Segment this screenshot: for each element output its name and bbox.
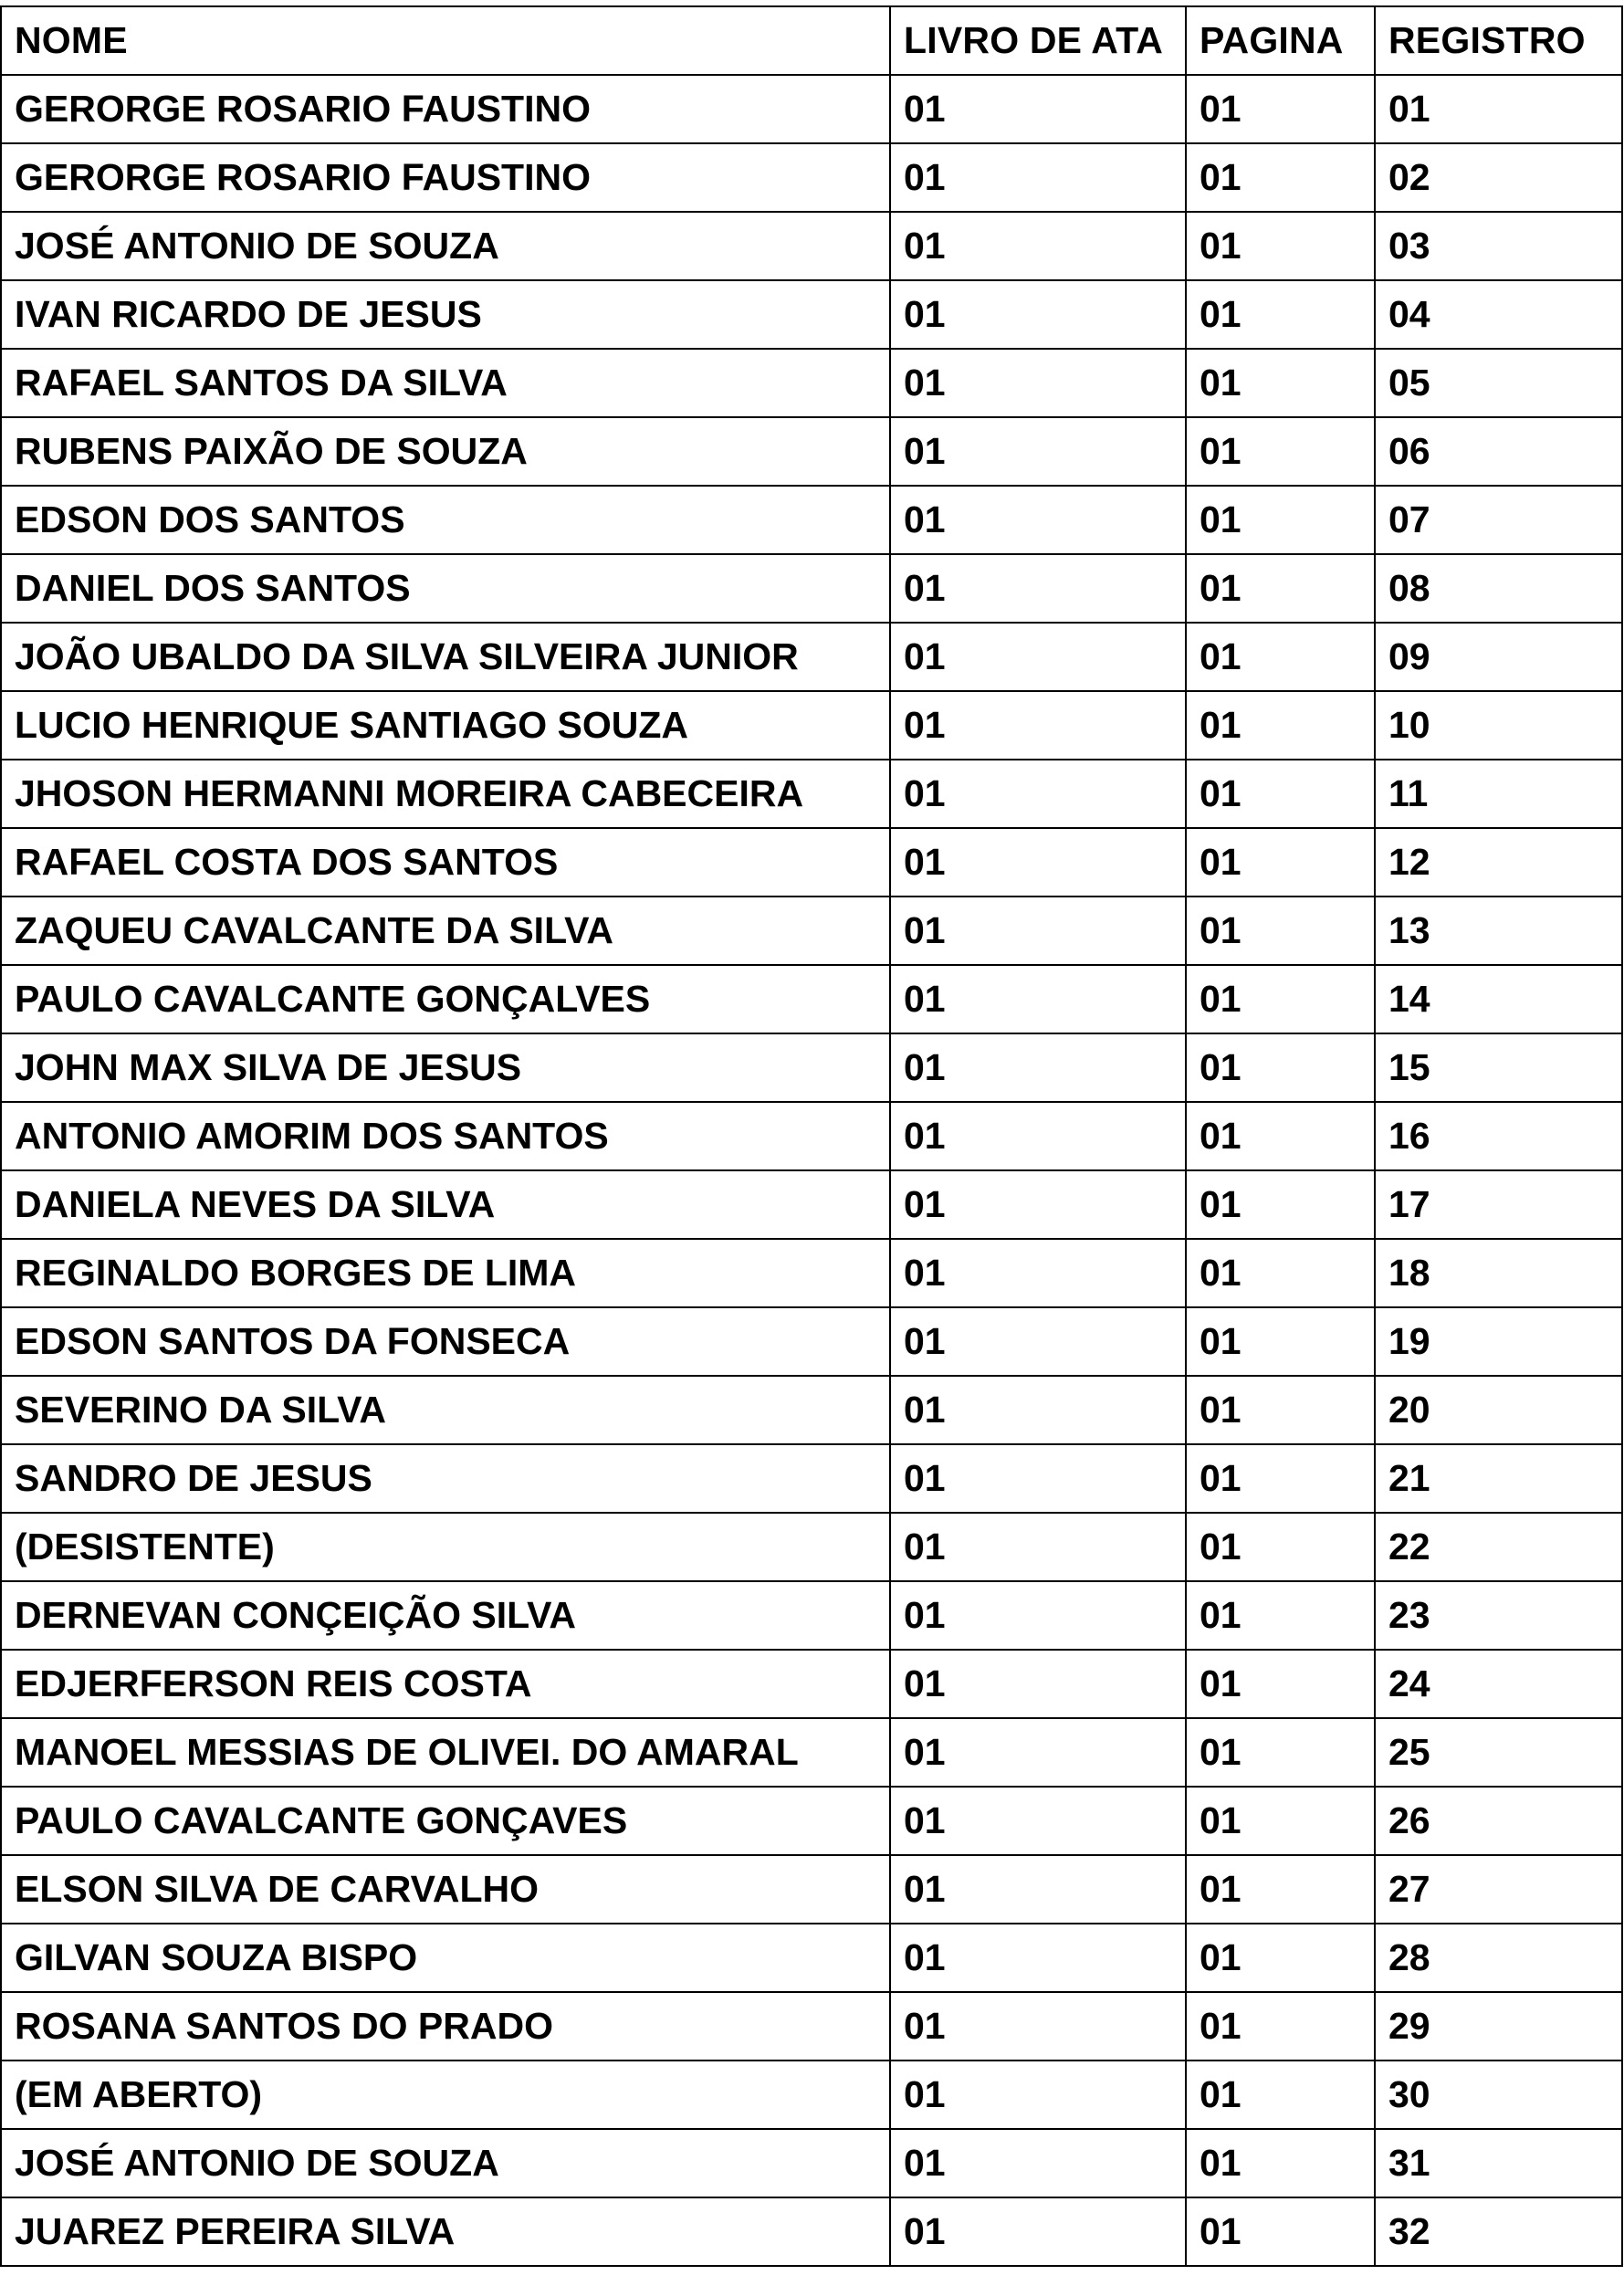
cell-pagina: 01 (1186, 965, 1375, 1033)
cell-nome: RUBENS PAIXÃO DE SOUZA (1, 417, 890, 486)
table-row (1, 1787, 1622, 1855)
cell-nome: ANTONIO AMORIM DOS SANTOS (1, 1102, 890, 1170)
cell-registro: 20 (1375, 1376, 1622, 1444)
cell-livro-de-ata: 01 (890, 2197, 1186, 2266)
cell-registro: 03 (1375, 212, 1622, 280)
cell-nome: JOSÉ ANTONIO DE SOUZA (1, 212, 890, 280)
table-row (1, 1376, 1622, 1444)
table-header-row (1, 6, 1622, 75)
cell-livro-de-ata: 01 (890, 1376, 1186, 1444)
cell-pagina: 01 (1186, 1170, 1375, 1239)
cell-registro: 25 (1375, 1718, 1622, 1787)
table-row (1, 1170, 1622, 1239)
cell-pagina: 01 (1186, 554, 1375, 623)
cell-livro-de-ata: 01 (890, 1170, 1186, 1239)
cell-nome: MANOEL MESSIAS DE OLIVEI. DO AMARAL (1, 1718, 890, 1787)
cell-pagina: 01 (1186, 1239, 1375, 1307)
cell-registro: 07 (1375, 486, 1622, 554)
cell-pagina: 01 (1186, 1033, 1375, 1102)
table-row (1, 212, 1622, 280)
table-row (1, 1581, 1622, 1650)
cell-livro-de-ata: 01 (890, 1581, 1186, 1650)
table-row (1, 554, 1622, 623)
header-livro-de-ata: LIVRO DE ATA (890, 6, 1186, 75)
cell-pagina: 01 (1186, 760, 1375, 828)
cell-livro-de-ata: 01 (890, 1513, 1186, 1581)
cell-nome: REGINALDO BORGES DE LIMA (1, 1239, 890, 1307)
cell-livro-de-ata: 01 (890, 554, 1186, 623)
table-row (1, 1102, 1622, 1170)
cell-livro-de-ata: 01 (890, 623, 1186, 691)
table-row (1, 965, 1622, 1033)
cell-registro: 10 (1375, 691, 1622, 760)
cell-registro: 15 (1375, 1033, 1622, 1102)
cell-nome: DERNEVAN CONÇEIÇÃO SILVA (1, 1581, 890, 1650)
table-row (1, 760, 1622, 828)
cell-nome: RAFAEL SANTOS DA SILVA (1, 349, 890, 417)
table-row (1, 2129, 1622, 2197)
cell-livro-de-ata: 01 (890, 280, 1186, 349)
table-row (1, 1033, 1622, 1102)
cell-nome: SANDRO DE JESUS (1, 1444, 890, 1513)
cell-pagina: 01 (1186, 2197, 1375, 2266)
cell-registro: 28 (1375, 1924, 1622, 1992)
table-row (1, 1307, 1622, 1376)
header-nome: NOME (1, 6, 890, 75)
cell-nome: DANIEL DOS SANTOS (1, 554, 890, 623)
cell-pagina: 01 (1186, 75, 1375, 143)
cell-livro-de-ata: 01 (890, 1855, 1186, 1924)
cell-pagina: 01 (1186, 417, 1375, 486)
cell-livro-de-ata: 01 (890, 760, 1186, 828)
table-row (1, 1444, 1622, 1513)
cell-livro-de-ata: 01 (890, 2061, 1186, 2129)
cell-nome: JOSÉ ANTONIO DE SOUZA (1, 2129, 890, 2197)
table-row (1, 1924, 1622, 1992)
cell-nome: PAULO CAVALCANTE GONÇALVES (1, 965, 890, 1033)
cell-livro-de-ata: 01 (890, 1033, 1186, 1102)
table-row (1, 75, 1622, 143)
cell-registro: 13 (1375, 897, 1622, 965)
cell-livro-de-ata: 01 (890, 1444, 1186, 1513)
cell-registro: 02 (1375, 143, 1622, 212)
cell-nome: LUCIO HENRIQUE SANTIAGO SOUZA (1, 691, 890, 760)
cell-registro: 11 (1375, 760, 1622, 828)
cell-nome: JOHN MAX SILVA DE JESUS (1, 1033, 890, 1102)
cell-pagina: 01 (1186, 1650, 1375, 1718)
cell-pagina: 01 (1186, 1513, 1375, 1581)
table-row (1, 417, 1622, 486)
cell-livro-de-ata: 01 (890, 1650, 1186, 1718)
cell-registro: 06 (1375, 417, 1622, 486)
cell-nome: EDJERFERSON REIS COSTA (1, 1650, 890, 1718)
cell-nome: ZAQUEU CAVALCANTE DA SILVA (1, 897, 890, 965)
table-row (1, 623, 1622, 691)
cell-registro: 01 (1375, 75, 1622, 143)
cell-pagina: 01 (1186, 2061, 1375, 2129)
cell-livro-de-ata: 01 (890, 143, 1186, 212)
cell-livro-de-ata: 01 (890, 349, 1186, 417)
cell-nome: JUAREZ PEREIRA SILVA (1, 2197, 890, 2266)
cell-nome: PAULO CAVALCANTE GONÇAVES (1, 1787, 890, 1855)
cell-pagina: 01 (1186, 1444, 1375, 1513)
cell-registro: 12 (1375, 828, 1622, 897)
cell-pagina: 01 (1186, 1787, 1375, 1855)
cell-registro: 32 (1375, 2197, 1622, 2266)
table-row (1, 1239, 1622, 1307)
table-row (1, 691, 1622, 760)
cell-livro-de-ata: 01 (890, 1239, 1186, 1307)
table-body (1, 75, 1622, 2266)
cell-pagina: 01 (1186, 143, 1375, 212)
cell-registro: 04 (1375, 280, 1622, 349)
cell-livro-de-ata: 01 (890, 75, 1186, 143)
table-row (1, 1992, 1622, 2061)
cell-pagina: 01 (1186, 828, 1375, 897)
cell-registro: 23 (1375, 1581, 1622, 1650)
cell-livro-de-ata: 01 (890, 1102, 1186, 1170)
cell-registro: 24 (1375, 1650, 1622, 1718)
cell-pagina: 01 (1186, 1376, 1375, 1444)
cell-nome: GERORGE ROSARIO FAUSTINO (1, 75, 890, 143)
header-registro: REGISTRO (1375, 6, 1622, 75)
cell-pagina: 01 (1186, 1102, 1375, 1170)
header-pagina: PAGINA (1186, 6, 1375, 75)
cell-registro: 21 (1375, 1444, 1622, 1513)
cell-pagina: 01 (1186, 1924, 1375, 1992)
cell-nome: (EM ABERTO) (1, 2061, 890, 2129)
table-row (1, 1855, 1622, 1924)
cell-pagina: 01 (1186, 1718, 1375, 1787)
cell-registro: 08 (1375, 554, 1622, 623)
registry-table (0, 5, 1623, 2267)
cell-registro: 17 (1375, 1170, 1622, 1239)
table-row (1, 2061, 1622, 2129)
cell-pagina: 01 (1186, 897, 1375, 965)
cell-registro: 26 (1375, 1787, 1622, 1855)
cell-pagina: 01 (1186, 691, 1375, 760)
cell-registro: 18 (1375, 1239, 1622, 1307)
table-row (1, 1718, 1622, 1787)
cell-livro-de-ata: 01 (890, 897, 1186, 965)
table-row (1, 143, 1622, 212)
cell-registro: 31 (1375, 2129, 1622, 2197)
cell-nome: DANIELA NEVES DA SILVA (1, 1170, 890, 1239)
cell-nome: EDSON SANTOS DA FONSECA (1, 1307, 890, 1376)
cell-pagina: 01 (1186, 212, 1375, 280)
cell-nome: ROSANA SANTOS DO PRADO (1, 1992, 890, 2061)
table-row (1, 1650, 1622, 1718)
cell-pagina: 01 (1186, 1307, 1375, 1376)
table-row (1, 1513, 1622, 1581)
cell-pagina: 01 (1186, 1581, 1375, 1650)
cell-nome: RAFAEL COSTA DOS SANTOS (1, 828, 890, 897)
cell-nome: SEVERINO DA SILVA (1, 1376, 890, 1444)
cell-nome: GERORGE ROSARIO FAUSTINO (1, 143, 890, 212)
cell-nome: IVAN RICARDO DE JESUS (1, 280, 890, 349)
cell-registro: 16 (1375, 1102, 1622, 1170)
cell-livro-de-ata: 01 (890, 965, 1186, 1033)
cell-livro-de-ata: 01 (890, 212, 1186, 280)
cell-nome: ELSON SILVA DE CARVALHO (1, 1855, 890, 1924)
cell-livro-de-ata: 01 (890, 1718, 1186, 1787)
cell-registro: 09 (1375, 623, 1622, 691)
table-row (1, 280, 1622, 349)
table-row (1, 897, 1622, 965)
cell-nome: GILVAN SOUZA BISPO (1, 1924, 890, 1992)
cell-livro-de-ata: 01 (890, 691, 1186, 760)
table-row (1, 486, 1622, 554)
cell-livro-de-ata: 01 (890, 417, 1186, 486)
table-row (1, 2197, 1622, 2266)
cell-registro: 05 (1375, 349, 1622, 417)
cell-registro: 29 (1375, 1992, 1622, 2061)
cell-pagina: 01 (1186, 2129, 1375, 2197)
cell-registro: 14 (1375, 965, 1622, 1033)
cell-pagina: 01 (1186, 1855, 1375, 1924)
cell-registro: 30 (1375, 2061, 1622, 2129)
cell-livro-de-ata: 01 (890, 486, 1186, 554)
table-row (1, 349, 1622, 417)
cell-pagina: 01 (1186, 623, 1375, 691)
cell-livro-de-ata: 01 (890, 1307, 1186, 1376)
cell-registro: 27 (1375, 1855, 1622, 1924)
cell-livro-de-ata: 01 (890, 828, 1186, 897)
cell-livro-de-ata: 01 (890, 2129, 1186, 2197)
cell-pagina: 01 (1186, 1992, 1375, 2061)
cell-registro: 22 (1375, 1513, 1622, 1581)
cell-livro-de-ata: 01 (890, 1992, 1186, 2061)
cell-pagina: 01 (1186, 486, 1375, 554)
cell-pagina: 01 (1186, 280, 1375, 349)
cell-nome: JOÃO UBALDO DA SILVA SILVEIRA JUNIOR (1, 623, 890, 691)
cell-livro-de-ata: 01 (890, 1924, 1186, 1992)
cell-registro: 19 (1375, 1307, 1622, 1376)
cell-nome: (DESISTENTE) (1, 1513, 890, 1581)
cell-nome: JHOSON HERMANNI MOREIRA CABECEIRA (1, 760, 890, 828)
cell-nome: EDSON DOS SANTOS (1, 486, 890, 554)
cell-livro-de-ata: 01 (890, 1787, 1186, 1855)
cell-pagina: 01 (1186, 349, 1375, 417)
table-row (1, 828, 1622, 897)
